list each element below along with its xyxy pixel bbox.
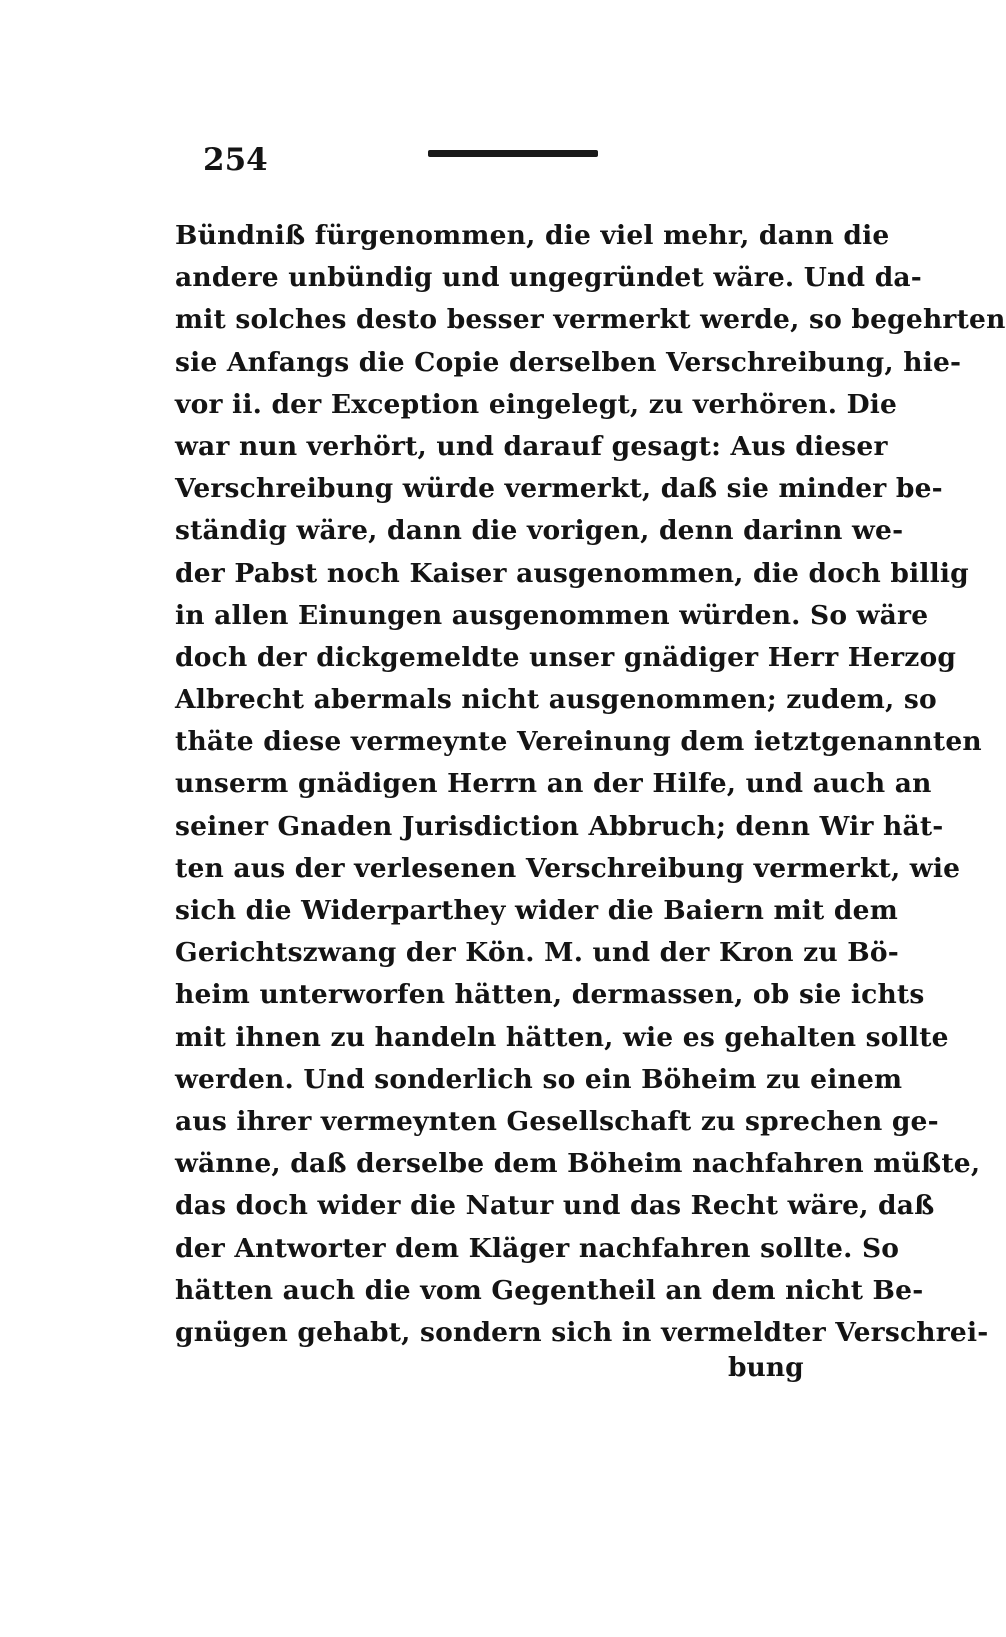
text-line: in allen Einungen ausgenommen würden. So wäre <box>175 599 929 631</box>
page-number: 254 <box>203 142 268 178</box>
text-line: der Pabst noch Kaiser ausgenommen, die doch billig <box>175 557 969 589</box>
text-line: andere unbündig und ungegründet wäre. Und da- <box>175 262 923 294</box>
text-line: war nun verhört, und darauf gesagt: Aus dieser <box>175 430 888 462</box>
header-rule <box>428 150 598 157</box>
text-line: vor ii. der Exception eingelegt, zu verhören. Die <box>175 388 898 420</box>
text-line: sie Anfangs die Copie derselben Verschreibung, hie- <box>175 346 962 378</box>
text-line: Bündniß fürgenommen, die viel mehr, dann die <box>175 220 890 251</box>
text-line: Verschreibung würde vermerkt, daß sie minder be- <box>175 473 943 505</box>
text-line: hätten auch die vom Gegentheil an dem nicht Be- <box>175 1274 924 1306</box>
text-line: mit ihnen zu handeln hätten, wie es gehalten sollte <box>175 1021 949 1053</box>
text-line: wänne, daß derselbe dem Böheim nachfahren müßte, <box>175 1148 981 1180</box>
text-line: doch der dickgemeldte unser gnädiger Herr Herzog <box>175 641 957 673</box>
text-line: Albrecht abermals nicht ausgenommen; zudem, so <box>175 684 937 716</box>
text-line: heim unterworfen hätten, dermassen, ob sie ichts <box>175 979 925 1011</box>
text-line: das doch wider die Natur und das Recht wäre, daß <box>175 1190 935 1222</box>
text-line: ten aus der verlesenen Verschreibung vermerkt, wie <box>175 852 961 884</box>
text-line: Gerichtszwang der Kön. M. und der Kron zu Bö- <box>175 937 899 969</box>
text-line: unserm gnädigen Herrn an der Hilfe, und auch an <box>175 768 932 800</box>
body-text <box>175 215 1006 1354</box>
text-line: thäte diese vermeynte Vereinung dem ietztgenannten <box>175 726 982 758</box>
catchword: bung <box>728 1352 804 1383</box>
text-line: werden. Und sonderlich so ein Böheim zu einem <box>175 1063 903 1095</box>
text-line: der Antworter dem Kläger nachfahren sollte. So <box>175 1232 900 1264</box>
text-line: aus ihrer vermeynten Gesellschaft zu sprechen ge- <box>175 1105 939 1137</box>
text-line: ständig wäre, dann die vorigen, denn darinn we- <box>175 515 904 547</box>
text-line: gnügen gehabt, sondern sich in vermeldter Verschrei- <box>175 1316 989 1348</box>
text-line: mit solches desto besser vermerkt werde, so begehrten <box>175 304 1006 336</box>
text-line: sich die Widerparthey wider die Baiern mit dem <box>175 895 898 926</box>
text-line: seiner Gnaden Jurisdiction Abbruch; denn Wir hät- <box>175 810 944 842</box>
